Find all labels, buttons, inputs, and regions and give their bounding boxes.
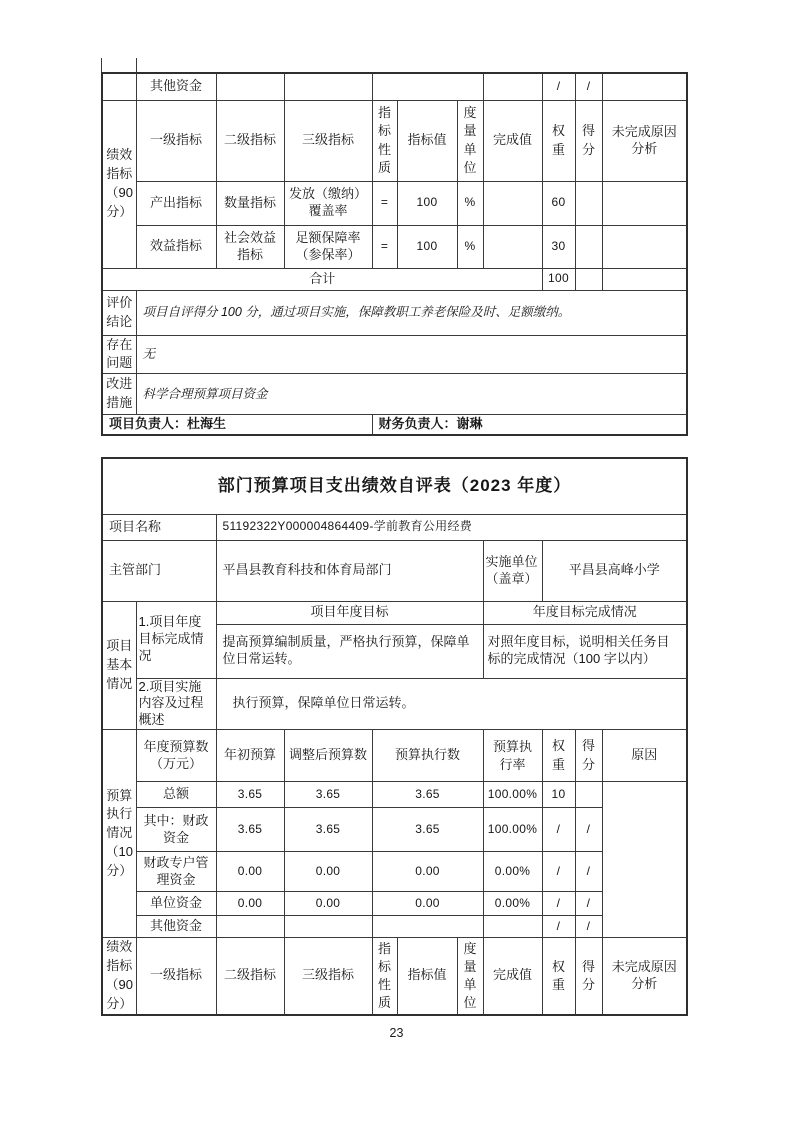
dept-value: 平昌县教育科技和体育局部门: [216, 540, 483, 601]
header-unit: [457, 100, 483, 181]
table-row: [102, 415, 687, 435]
budget-row-fiscal-adjusted: 3.65: [284, 808, 372, 852]
table-row: [102, 458, 687, 514]
perf-row1-nature: =: [372, 181, 397, 225]
budget-row-fiscal-weight: /: [542, 808, 575, 852]
header-value: 指标值: [397, 938, 457, 1015]
impl-unit-label: 实施单位（盖章）: [483, 540, 542, 601]
budget-header-executed: 预算执行数: [372, 730, 483, 782]
annual-goal-text: 提高预算编制质量，严格执行预算，保障单位日常运转。: [216, 624, 483, 678]
header-score: [575, 938, 602, 1015]
header-nature-text: 指标性质: [377, 940, 391, 1011]
perf-row1-done: [483, 181, 542, 225]
basic-item1-label: 1.项目年度目标完成情况: [136, 601, 216, 678]
conclusion-text: 项目自评得分 100 分，通过项目实施，保障教职工养老保险及时、足额缴纳。: [136, 290, 687, 335]
table-row: [102, 852, 687, 892]
header-reason: 未完成原因分析: [602, 938, 687, 1015]
finance-leader: 财务负责人：谢琳: [372, 415, 687, 435]
budget-row-fiscal-executed: 3.65: [372, 808, 483, 852]
budget-row-unit-adjusted: 0.00: [284, 892, 372, 916]
budget-header-rate-text: 预算执行率: [492, 738, 532, 772]
project-name-label: 项目名称: [102, 514, 216, 540]
conclusion-label: 评价结论: [102, 290, 136, 335]
budget-header-weight: [542, 730, 575, 782]
budget-row-total-rate: 100.00%: [483, 782, 542, 808]
budget-header-weight-text: 权重: [551, 738, 565, 772]
header-nature: [372, 100, 397, 181]
perf-row1-reason: [602, 181, 687, 225]
table-row: [102, 892, 687, 916]
annual-goal-header: 项目年度目标: [216, 601, 483, 624]
problems-label: 存在问题: [102, 335, 136, 374]
table-row: [102, 73, 687, 100]
budget-reason-cell: [602, 782, 687, 938]
header-nature: [372, 938, 397, 1015]
budget-row-total-label: 总额: [136, 782, 216, 808]
header-level2: 二级指标: [216, 100, 284, 181]
budget-row-special-label: 财政专户管理资金: [136, 852, 216, 892]
other-funds-weight: /: [542, 73, 575, 100]
header-score-text: 得分: [581, 958, 595, 992]
perf-row2-l2: 社会效益指标: [216, 225, 284, 268]
budget-row-fiscal-initial: 3.65: [216, 808, 284, 852]
budget-header-rate: [483, 730, 542, 782]
header-unit: [457, 938, 483, 1015]
goal-status-header: 年度目标完成情况: [483, 601, 687, 624]
budget-row-other-label: 其他资金: [136, 916, 216, 938]
budget-row-other-executed: [372, 916, 483, 938]
empty-cell: [483, 73, 542, 100]
perf-row1-l1: 产出指标: [136, 181, 216, 225]
budget-row-unit-executed: 0.00: [372, 892, 483, 916]
dept-label: 主管部门: [102, 540, 216, 601]
perf-row2-done: [483, 225, 542, 268]
budget-row-other-initial: [216, 916, 284, 938]
page-break-artifact-cell: [372, 73, 483, 100]
budget-header-score-text: 得分: [581, 738, 595, 772]
table-row: [102, 938, 687, 1015]
header-done: 完成值: [483, 100, 542, 181]
problems-text: 无: [136, 335, 687, 374]
perf-row2-weight: 30: [542, 225, 575, 268]
header-level1: 一级指标: [136, 938, 216, 1015]
table-row: [102, 916, 687, 938]
budget-row-unit-rate: 0.00%: [483, 892, 542, 916]
table-row: [102, 730, 687, 782]
basic-item2-label: 2.项目实施内容及过程概述: [136, 678, 216, 730]
empty-cell: [602, 73, 687, 100]
header-score: [575, 100, 602, 181]
table-row: [102, 335, 687, 374]
budget-header-category: 年度预算数（万元）: [136, 730, 216, 782]
table-row: [102, 678, 687, 730]
self-evaluation-table-2023: [101, 457, 688, 1016]
budget-row-fiscal-score: /: [575, 808, 602, 852]
perf-section-stub: 绩效指标（90分）: [102, 100, 136, 268]
perf-row1-l3: 发放（缴纳）覆盖率: [284, 181, 372, 225]
header-weight: [542, 100, 575, 181]
empty-cell: [216, 73, 284, 100]
page-number: 23: [389, 1026, 404, 1040]
table-row: [102, 374, 687, 415]
perf-row1-unit: %: [457, 181, 483, 225]
budget-row-total-adjusted: 3.65: [284, 782, 372, 808]
table-row: [102, 601, 687, 624]
budget-row-total-initial: 3.65: [216, 782, 284, 808]
budget-row-special-executed: 0.00: [372, 852, 483, 892]
header-level3: 三级指标: [284, 938, 372, 1015]
budget-header-adjusted: 调整后预算数: [284, 730, 372, 782]
budget-header-reason: 原因: [602, 730, 687, 782]
budget-row-unit-label: 单位资金: [136, 892, 216, 916]
perf-row2-unit: %: [457, 225, 483, 268]
header-weight-text: 权重: [551, 958, 565, 992]
budget-row-special-initial: 0.00: [216, 852, 284, 892]
budget-row-total-weight: 10: [542, 782, 575, 808]
table-row: [102, 225, 687, 268]
perf-row1-weight: 60: [542, 181, 575, 225]
table-row: [102, 268, 687, 290]
budget-row-special-rate: 0.00%: [483, 852, 542, 892]
budget-section-stub: 预算执行情况（10分）: [102, 730, 136, 938]
table-title: 部门预算项目支出绩效自评表（2023 年度）: [102, 458, 687, 514]
budget-row-special-weight: /: [542, 852, 575, 892]
header-value: 指标值: [397, 100, 457, 181]
total-weight: 100: [542, 268, 575, 290]
budget-row-other-rate: [483, 916, 542, 938]
perf-row2-l3: 足额保障率（参保率）: [284, 225, 372, 268]
header-unit-text: 度量单位: [463, 105, 477, 175]
perf-row1-score: [575, 181, 602, 225]
budget-row-total-score: [575, 782, 602, 808]
other-funds-label: 其他资金: [136, 73, 216, 100]
page-break-artifact: [136, 58, 137, 72]
total-score: [575, 268, 602, 290]
basic-section-stub: 项目基本情况: [102, 601, 136, 730]
perf-row2-nature: =: [372, 225, 397, 268]
page-break-artifact: [101, 58, 102, 72]
perf-section-stub-2: 绩效指标（90分）: [102, 938, 136, 1015]
budget-row-unit-score: /: [575, 892, 602, 916]
header-score-text: 得分: [582, 123, 596, 157]
implementation-text: 执行预算，保障单位日常运转。: [216, 678, 687, 730]
budget-header-score: [575, 730, 602, 782]
budget-row-other-weight: /: [542, 916, 575, 938]
budget-row-unit-initial: 0.00: [216, 892, 284, 916]
total-label: 合计: [102, 268, 542, 290]
perf-row1-value: 100: [397, 181, 457, 225]
empty-cell: [284, 73, 372, 100]
perf-row2-l1: 效益指标: [136, 225, 216, 268]
budget-header-initial: 年初预算: [216, 730, 284, 782]
project-leader: 项目负责人：杜海生: [102, 415, 372, 435]
improvement-text: 科学合理预算项目资金: [136, 374, 687, 415]
improvement-label: 改进措施: [102, 374, 136, 415]
perf-row2-value: 100: [397, 225, 457, 268]
budget-row-total-executed: 3.65: [372, 782, 483, 808]
carryover-stub-cell: [102, 73, 136, 100]
table-row: [102, 808, 687, 852]
header-nature-text: 指标性质: [377, 105, 391, 175]
budget-row-unit-weight: /: [542, 892, 575, 916]
project-name-value: 51192322Y000004864409-学前教育公用经费: [216, 514, 687, 540]
header-level2: 二级指标: [216, 938, 284, 1015]
header-weight-text: 权重: [552, 123, 566, 157]
perf-row1-l2: 数量指标: [216, 181, 284, 225]
perf-row2-reason: [602, 225, 687, 268]
header-done: 完成值: [483, 938, 542, 1015]
total-reason: [602, 268, 687, 290]
budget-row-other-score: /: [575, 916, 602, 938]
self-evaluation-table-continued: [101, 72, 688, 436]
perf-row2-score: [575, 225, 602, 268]
table-row: [102, 181, 687, 225]
goal-status-text: 对照年度目标，说明相关任务目标的完成情况（100 字以内）: [483, 624, 687, 678]
table-row: [102, 782, 687, 808]
table-row: [102, 540, 687, 601]
table-row: [102, 100, 687, 181]
header-level3: 三级指标: [284, 100, 372, 181]
other-funds-score: /: [575, 73, 602, 100]
header-level1: 一级指标: [136, 100, 216, 181]
header-weight: [542, 938, 575, 1015]
budget-row-fiscal-label: 其中：财政资金: [136, 808, 216, 852]
budget-row-special-adjusted: 0.00: [284, 852, 372, 892]
header-reason: 未完成原因分析: [602, 100, 687, 181]
impl-unit-value: 平昌县高峰小学: [542, 540, 687, 601]
budget-row-special-score: /: [575, 852, 602, 892]
header-unit-text: 度量单位: [463, 940, 477, 1011]
table-row: [102, 514, 687, 540]
table-row: [102, 290, 687, 335]
budget-row-fiscal-rate: 100.00%: [483, 808, 542, 852]
budget-row-other-adjusted: [284, 916, 372, 938]
